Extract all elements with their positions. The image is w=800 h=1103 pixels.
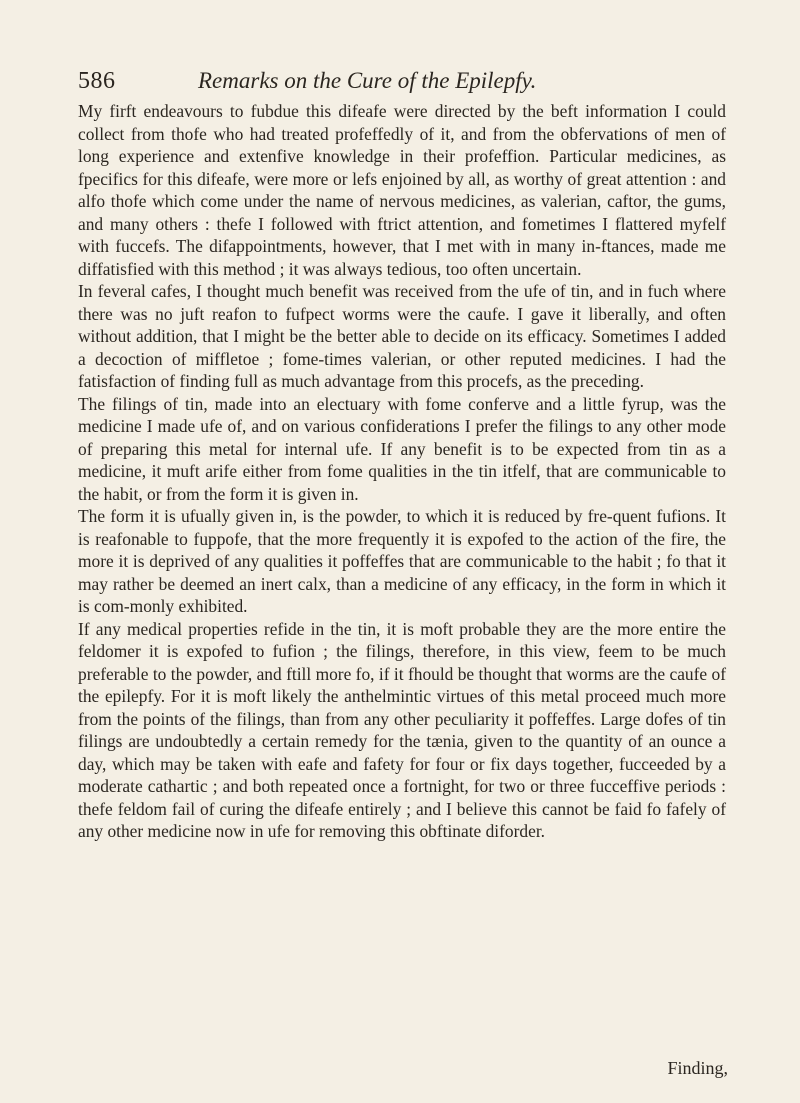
body-text bbox=[78, 100, 726, 843]
paragraph: My firft endeavours to fubdue this difeafe were directed by the beft information I could collect from thofe who had treated profeffedly of it, and from the obfervations of men of long experience and extenfive knowledge in their profeffion. Particular medicines, as fpecifics for this difeafe, were more or lefs enjoined by all, as worthy of great attention : and alfo thofe which come under the name of nervous medicines, as valerian, caftor, the gums, and many others : thefe I followed with ftrict attention, and fometimes I flattered myfelf with fuccefs. The difappointments, however, that I met with in many in-ftances, made me diffatisfied with this method ; it was always tedious, too often uncertain. bbox=[78, 101, 726, 279]
paragraph: The form it is ufually given in, is the powder, to which it is reduced by fre-quent fufions. It is reafonable to fuppofe, that the more frequently it is expofed to the action of the fire, the more it is deprived of any qualities it poffeffes that are communicable to the habit ; fo that it may rather be deemed an inert calx, than a medicine of any efficacy, in the form in which it is com-monly exhibited. bbox=[78, 506, 726, 616]
catchword: Finding, bbox=[667, 1058, 728, 1078]
page-header bbox=[78, 68, 718, 100]
paragraph: In feveral cafes, I thought much benefit was received from the ufe of tin, and in fuch where there was no juft reafon to fufpect worms were the caufe. I gave it liberally, and often without addition, that I might be the better able to decide on its efficacy. Sometimes I added a decoction of miffletoe ; fome-times valerian, or other reputed medicines. I had the fatisfaction of finding full as much advantage from this procefs, as the preceding. bbox=[78, 281, 726, 391]
paragraph: If any medical properties refide in the tin, it is moft probable they are the more entire the feldomer it is expofed to fufion ; the filings, therefore, in this view, feem to be much preferable to the powder, and ftill more fo, if it fhould be thought that worms are the caufe of the epilepfy. For it is moft likely the anthelmintic virtues of this metal proceed much more from the points of the filings, than from any other peculiarity it poffeffes. Large dofes of tin filings are undoubtedly a certain remedy for the tænia, given to the quantity of an ounce a day, which may be taken with eafe and fafety for four or fix days together, fucceeded by a moderate cathartic ; and both repeated once a fortnight, for two or three fucceffive periods : thefe feldom fail of curing the difeafe entirely ; and I believe this cannot be faid fo fafely of any other medicine now in ufe for removing this obftinate diforder. bbox=[78, 618, 726, 841]
paragraph: The filings of tin, made into an electuary with fome conferve and a little fyrup, was the medicine I made ufe of, and on various confiderations I prefer the filings to any other mode of preparing this metal for internal ufe. If any benefit is to be expected from tin as a medicine, it muft arife either from fome qualities in the tin itfelf, that are communicable to the habit, or from the form it is given in. bbox=[78, 393, 726, 504]
running-title: Remarks on the Cure of the Epilepfy. bbox=[198, 68, 537, 93]
page-number: 586 bbox=[78, 68, 116, 94]
